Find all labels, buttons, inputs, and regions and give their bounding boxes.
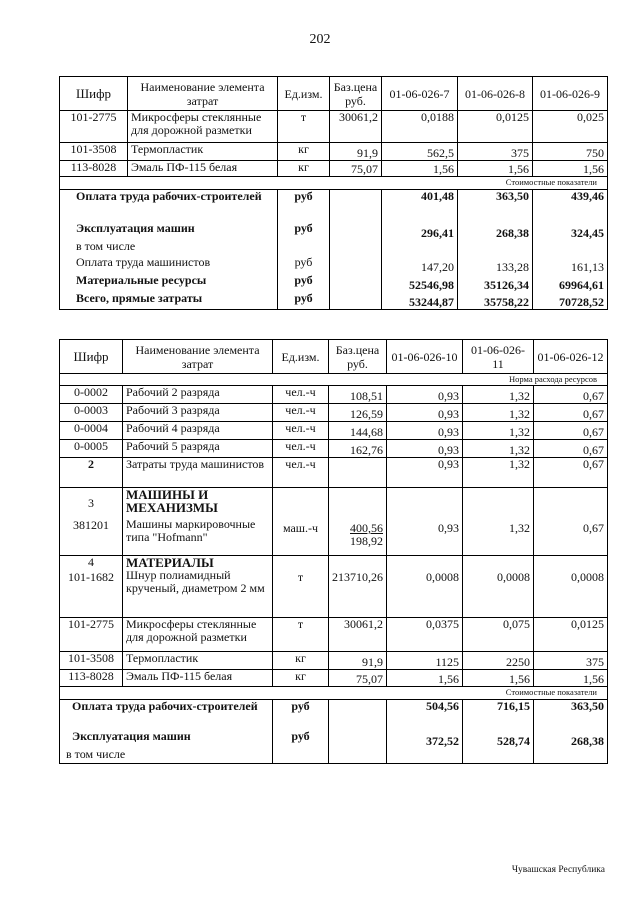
- row-value-b: 1,56: [463, 670, 534, 687]
- row-value-a: 562,5: [382, 143, 458, 161]
- row-value-c: 375: [534, 652, 608, 670]
- cost-row: [60, 240, 608, 256]
- cost-unit: руб: [278, 274, 330, 292]
- cost-value-b: 35126,34: [458, 274, 533, 292]
- cost-value-a: 504,56: [387, 700, 463, 730]
- table-row: [60, 440, 608, 458]
- section-name: Затраты труда машинистов: [123, 458, 273, 488]
- cost-unit: руб: [278, 256, 330, 274]
- cost-value-b: 716,15: [463, 700, 534, 730]
- cost-name: в том числе: [60, 240, 278, 256]
- cost-row: [60, 748, 608, 764]
- header-price: Баз.цена руб.: [329, 340, 387, 374]
- row-value-b: 2250: [463, 652, 534, 670]
- row-value-a: 1,56: [382, 161, 458, 177]
- item-price-cell: [329, 488, 387, 556]
- cost-name: Оплата труда рабочих-строителей: [60, 190, 278, 222]
- section-price-empty: [329, 458, 387, 488]
- row-unit: кг: [278, 161, 330, 177]
- cost-value-empty: [533, 240, 608, 256]
- cost-unit: руб: [278, 292, 330, 310]
- section-row-materials: [60, 556, 608, 618]
- row-name: Микросферы стеклянные для дорожной разметки: [123, 618, 273, 652]
- cost-name: Всего, прямые затраты: [60, 292, 278, 310]
- header-col-c: 01-06-026-12: [534, 340, 608, 374]
- cost-value-empty: [382, 240, 458, 256]
- cost-row: [60, 190, 608, 222]
- cost-row: [60, 256, 608, 274]
- section-title: МАШИНЫ И МЕХАНИЗМЫ: [126, 487, 218, 515]
- cost-row: [60, 292, 608, 310]
- section-name-cell: [123, 556, 273, 618]
- table-row: [60, 386, 608, 404]
- table-header-row: [60, 77, 608, 111]
- row-price: 75,07: [330, 161, 382, 177]
- row-value-c: 0,67: [534, 404, 608, 422]
- cost-unit-empty: [278, 240, 330, 256]
- row-unit: чел.-ч: [273, 422, 329, 440]
- row-value-a: 1,56: [387, 670, 463, 687]
- row-code: 113-8028: [60, 161, 128, 177]
- section-row-machinists: [60, 458, 608, 488]
- cost-price-empty: [330, 222, 382, 240]
- table-row: [60, 670, 608, 687]
- section-code: 2: [60, 458, 123, 488]
- cost-value-a: 296,41: [382, 222, 458, 240]
- row-price: 91,9: [329, 652, 387, 670]
- row-value-a: 0,93: [387, 386, 463, 404]
- cost-unit: руб: [278, 222, 330, 240]
- section-name-cell: [123, 488, 273, 556]
- row-price: 144,68: [329, 422, 387, 440]
- row-price: 108,51: [329, 386, 387, 404]
- cost-unit-empty: [273, 748, 329, 764]
- cost-value-c: 161,13: [533, 256, 608, 274]
- cost-row: [60, 730, 608, 748]
- cost-value-empty: [387, 748, 463, 764]
- row-value-b: 0,075: [463, 618, 534, 652]
- cost-name: в том числе: [60, 748, 273, 764]
- row-value-c: 0,67: [534, 440, 608, 458]
- item-code: 381201: [73, 518, 109, 532]
- header-price: Баз.цена руб.: [330, 77, 382, 111]
- header-code: Шифр: [60, 340, 123, 374]
- row-name: Термопластик: [123, 652, 273, 670]
- cost-unit: руб: [278, 190, 330, 222]
- header-col-c: 01-06-026-9: [533, 77, 608, 111]
- estimate-table-1: [59, 76, 608, 310]
- item-unit: маш.-ч: [273, 488, 329, 556]
- row-price: 75,07: [329, 670, 387, 687]
- cost-value-a: 147,20: [382, 256, 458, 274]
- page-number: 202: [309, 32, 331, 47]
- footer-region: Чувашская Республика: [511, 865, 605, 875]
- row-name: Термопластик: [128, 143, 278, 161]
- norm-heading: Норма расхода ресурсов: [60, 374, 608, 386]
- cost-name: Материальные ресурсы: [60, 274, 278, 292]
- row-value-b: 375: [458, 143, 533, 161]
- cost-value-a: 52546,98: [382, 274, 458, 292]
- row-code: 0-0003: [60, 404, 123, 422]
- table-header-row: [60, 340, 608, 374]
- cost-price-empty: [329, 730, 387, 748]
- row-name: Рабочий 4 разряда: [123, 422, 273, 440]
- section-title: МАТЕРИАЛЫ: [126, 555, 214, 570]
- cost-value-c: 324,45: [533, 222, 608, 240]
- section-unit: чел.-ч: [273, 458, 329, 488]
- table-row: [60, 161, 608, 177]
- section-code-cell: [60, 488, 123, 556]
- cost-value-empty: [534, 748, 608, 764]
- section-heading-row: [60, 687, 608, 700]
- cost-unit: руб: [273, 730, 329, 748]
- header-unit: Ед.изм.: [278, 77, 330, 111]
- row-value-b: 1,32: [463, 404, 534, 422]
- cost-value-b: 363,50: [458, 190, 533, 222]
- row-code: 113-8028: [60, 670, 123, 687]
- cost-price-empty: [329, 748, 387, 764]
- cost-price-empty: [330, 274, 382, 292]
- cost-value-c: 268,38: [534, 730, 608, 748]
- item-value-b: 1,32: [463, 488, 534, 556]
- row-name: Рабочий 5 разряда: [123, 440, 273, 458]
- row-value-a: 0,93: [387, 440, 463, 458]
- row-value-b: 0,0125: [458, 111, 533, 143]
- header-code: Шифр: [60, 77, 128, 111]
- cost-price-empty: [330, 292, 382, 310]
- item-name: Машины маркировочные типа "Hofmann": [126, 517, 256, 544]
- table-row: [60, 618, 608, 652]
- item-value-b: 0,0008: [463, 556, 534, 618]
- cost-value-c: 70728,52: [533, 292, 608, 310]
- row-unit: т: [273, 618, 329, 652]
- row-value-b: 1,32: [463, 386, 534, 404]
- cost-row: [60, 274, 608, 292]
- row-value-a: 0,93: [387, 404, 463, 422]
- cost-value-b: 35758,22: [458, 292, 533, 310]
- table-row: [60, 652, 608, 670]
- header-col-b: 01-06-026-8: [458, 77, 533, 111]
- header-name: Наименование элемента затрат: [128, 77, 278, 111]
- row-value-c: 0,025: [533, 111, 608, 143]
- row-unit: т: [278, 111, 330, 143]
- item-price: 400,56: [350, 521, 383, 535]
- cost-price-empty: [330, 240, 382, 256]
- row-unit: кг: [278, 143, 330, 161]
- cost-value-a: 53244,87: [382, 292, 458, 310]
- cost-value-b: 268,38: [458, 222, 533, 240]
- row-unit: чел.-ч: [273, 440, 329, 458]
- cost-row: [60, 222, 608, 240]
- cost-value-c: 69964,61: [533, 274, 608, 292]
- item-code: 101-1682: [68, 570, 114, 584]
- header-name: Наименование элемента затрат: [123, 340, 273, 374]
- row-value-b: 1,32: [463, 422, 534, 440]
- row-unit: кг: [273, 670, 329, 687]
- section-value-a: 0,93: [387, 458, 463, 488]
- section-heading-row: [60, 177, 608, 190]
- header-col-b: 01-06-026-11: [463, 340, 534, 374]
- estimate-table-2: [59, 339, 608, 764]
- row-code: 101-3508: [60, 143, 128, 161]
- cost-price-empty: [330, 190, 382, 222]
- table-row: [60, 143, 608, 161]
- cost-value-b: 528,74: [463, 730, 534, 748]
- row-code: 101-3508: [60, 652, 123, 670]
- cost-name: Эксплуатация машин: [60, 222, 278, 240]
- row-name: Рабочий 2 разряда: [123, 386, 273, 404]
- section-code-cell: [60, 556, 123, 618]
- row-value-b: 1,32: [463, 440, 534, 458]
- item-unit: т: [273, 556, 329, 618]
- cost-value-c: 363,50: [534, 700, 608, 730]
- row-code: 0-0004: [60, 422, 123, 440]
- table-row: [60, 111, 608, 143]
- table-row: [60, 422, 608, 440]
- row-value-a: 0,0375: [387, 618, 463, 652]
- row-value-c: 750: [533, 143, 608, 161]
- row-name: Эмаль ПФ-115 белая: [128, 161, 278, 177]
- row-value-a: 0,0188: [382, 111, 458, 143]
- row-code: 0-0002: [60, 386, 123, 404]
- cost-indicators-heading: Стоимостные показатели: [60, 177, 608, 190]
- item-price-secondary: 198,92: [350, 534, 383, 548]
- row-value-c: 0,67: [534, 386, 608, 404]
- row-price: 162,76: [329, 440, 387, 458]
- cost-name: Оплата труда рабочих-строителей: [60, 700, 273, 730]
- header-unit: Ед.изм.: [273, 340, 329, 374]
- cost-value-c: 439,46: [533, 190, 608, 222]
- cost-value-a: 401,48: [382, 190, 458, 222]
- row-price: 126,59: [329, 404, 387, 422]
- cost-value-empty: [463, 748, 534, 764]
- row-value-c: 0,0125: [534, 618, 608, 652]
- cost-value-b: 133,28: [458, 256, 533, 274]
- row-name: Рабочий 3 разряда: [123, 404, 273, 422]
- cost-indicators-heading: Стоимостные показатели: [60, 687, 608, 700]
- header-col-a: 01-06-026-10: [387, 340, 463, 374]
- row-price: 91,9: [330, 143, 382, 161]
- item-value-a: 0,0008: [387, 556, 463, 618]
- row-code: 0-0005: [60, 440, 123, 458]
- cost-row: [60, 700, 608, 730]
- section-heading-row: [60, 374, 608, 386]
- row-value-a: 0,93: [387, 422, 463, 440]
- row-unit: чел.-ч: [273, 404, 329, 422]
- item-value-c: 0,0008: [534, 556, 608, 618]
- cost-price-empty: [330, 256, 382, 274]
- item-value-c: 0,67: [534, 488, 608, 556]
- section-code: 4: [88, 555, 94, 569]
- cost-unit: руб: [273, 700, 329, 730]
- row-value-a: 1125: [387, 652, 463, 670]
- row-code: 101-2775: [60, 111, 128, 143]
- row-price: 30061,2: [329, 618, 387, 652]
- section-row-machines: [60, 488, 608, 556]
- cost-value-a: 372,52: [387, 730, 463, 748]
- item-name: Шнур полиамидный крученый, диаметром 2 мм: [126, 568, 265, 595]
- row-value-c: 0,67: [534, 422, 608, 440]
- row-value-c: 1,56: [534, 670, 608, 687]
- item-value-a: 0,93: [387, 488, 463, 556]
- row-price: 30061,2: [330, 111, 382, 143]
- section-value-b: 1,32: [463, 458, 534, 488]
- row-value-c: 1,56: [533, 161, 608, 177]
- cost-name: Оплата труда машинистов: [60, 256, 278, 274]
- table-row: [60, 404, 608, 422]
- row-name: Эмаль ПФ-115 белая: [123, 670, 273, 687]
- row-unit: кг: [273, 652, 329, 670]
- row-code: 101-2775: [60, 618, 123, 652]
- cost-name: Эксплуатация машин: [60, 730, 273, 748]
- row-name: Микросферы стеклянные для дорожной разметки: [128, 111, 278, 143]
- row-value-b: 1,56: [458, 161, 533, 177]
- item-price: 213710,26: [329, 556, 387, 618]
- section-value-c: 0,67: [534, 458, 608, 488]
- cost-value-empty: [458, 240, 533, 256]
- section-code: 3: [88, 496, 94, 510]
- cost-price-empty: [329, 700, 387, 730]
- row-unit: чел.-ч: [273, 386, 329, 404]
- header-col-a: 01-06-026-7: [382, 77, 458, 111]
